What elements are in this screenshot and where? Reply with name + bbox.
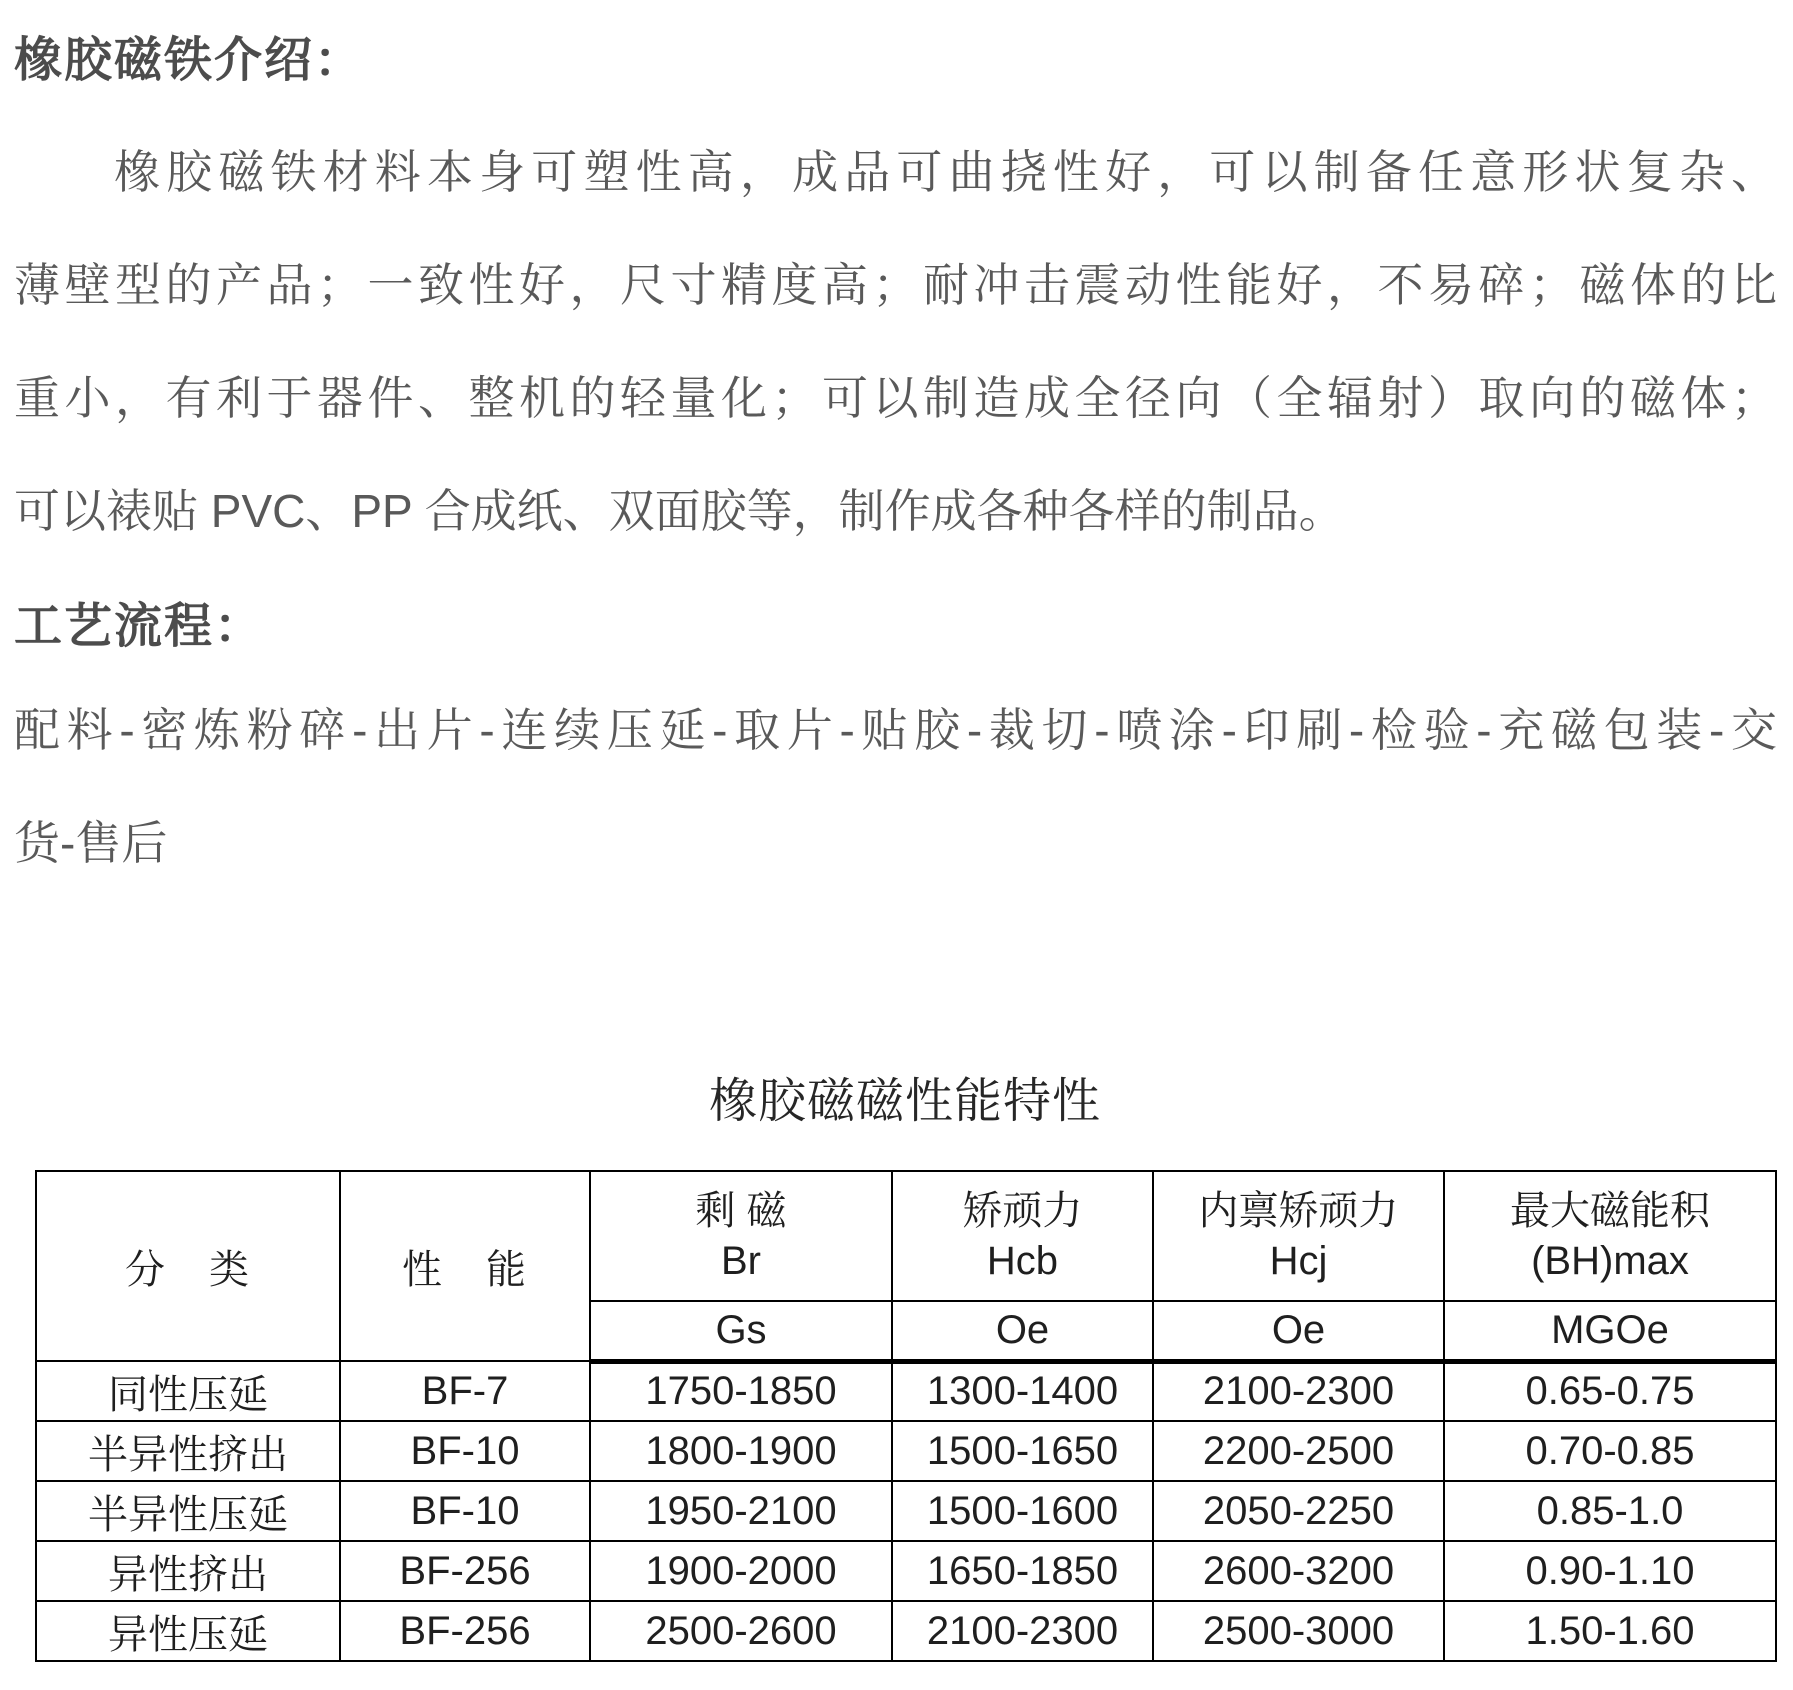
table-row <box>36 1601 1776 1661</box>
unit-bhmax-cell: MGOe <box>1444 1301 1776 1361</box>
table-row <box>36 1481 1776 1541</box>
intro-line: 可以裱贴 PVC、PP 合成纸、双面胶等，制作成各种各样的制品。 <box>14 485 1345 537</box>
br-cell: 1950-2100 <box>590 1481 892 1541</box>
process-paragraph <box>14 674 1777 900</box>
bhmax-cell: 0.85-1.0 <box>1444 1481 1776 1541</box>
hcb-cell: 2100-2300 <box>892 1601 1153 1661</box>
intro-line: 重小，有利于器件、整机的轻量化；可以制造成全径向（全辐射）取向的磁体； <box>14 372 1777 424</box>
category-cell: 半异性挤出 <box>36 1421 340 1481</box>
process-heading: 工艺流程： <box>14 600 265 653</box>
hcj-cell: 2100-2300 <box>1153 1361 1444 1421</box>
hcb-cell: 1500-1650 <box>892 1421 1153 1481</box>
br-cell: 1900-2000 <box>590 1541 892 1601</box>
table-row <box>36 1421 1776 1481</box>
table-title: 橡胶磁磁性能特性 <box>708 1075 1101 1128</box>
bhmax-cell: 0.65-0.75 <box>1444 1361 1776 1421</box>
br-cell: 1750-1850 <box>590 1361 892 1421</box>
header-hcj-name: 内禀矫顽力 <box>1198 1189 1399 1233</box>
hcj-cell: 2050-2250 <box>1153 1481 1444 1541</box>
hcb-cell: 1300-1400 <box>892 1361 1153 1421</box>
header-bhmax-cell <box>1444 1171 1776 1301</box>
bhmax-cell: 0.90-1.10 <box>1444 1541 1776 1601</box>
grade-cell: BF-256 <box>340 1541 590 1601</box>
header-br-cell <box>590 1171 892 1301</box>
hcb-cell: 1650-1850 <box>892 1541 1153 1601</box>
hcj-cell: 2200-2500 <box>1153 1421 1444 1481</box>
category-cell: 同性压延 <box>36 1361 340 1421</box>
header-br-symbol: Br <box>721 1239 761 1283</box>
magnet-properties-table <box>35 1170 1777 1662</box>
table-row <box>36 1541 1776 1601</box>
intro-line: 薄壁型的产品；一致性好，尺寸精度高；耐冲击震动性能好，不易碎；磁体的比 <box>14 259 1777 311</box>
hcj-cell: 2500-3000 <box>1153 1601 1444 1661</box>
grade-cell: BF-256 <box>340 1601 590 1661</box>
br-cell: 2500-2600 <box>590 1601 892 1661</box>
category-cell: 半异性压延 <box>36 1481 340 1541</box>
unit-hcj-cell: Oe <box>1153 1301 1444 1361</box>
hcj-cell: 2600-3200 <box>1153 1541 1444 1601</box>
intro-heading: 橡胶磁铁介绍： <box>14 34 365 87</box>
unit-br-cell: Gs <box>590 1301 892 1361</box>
header-hcb-cell <box>892 1171 1153 1301</box>
grade-cell: BF-10 <box>340 1481 590 1541</box>
header-br-name: 剩 磁 <box>695 1189 787 1233</box>
table-row <box>36 1361 1776 1421</box>
unit-hcb-cell: Oe <box>892 1301 1153 1361</box>
category-cell: 异性挤出 <box>36 1541 340 1601</box>
header-bhmax-name: 最大磁能积 <box>1510 1189 1710 1233</box>
bhmax-cell: 1.50-1.60 <box>1444 1601 1776 1661</box>
header-hcj-symbol: Hcj <box>1269 1239 1328 1283</box>
br-cell: 1800-1900 <box>590 1421 892 1481</box>
intro-paragraph <box>14 116 1777 568</box>
grade-cell: BF-10 <box>340 1421 590 1481</box>
hcb-cell: 1500-1600 <box>892 1481 1153 1541</box>
table-header-row <box>36 1171 1776 1301</box>
grade-cell: BF-7 <box>340 1361 590 1421</box>
header-hcj-cell <box>1153 1171 1444 1301</box>
category-cell: 异性压延 <box>36 1601 340 1661</box>
header-hcb-symbol: Hcb <box>986 1239 1059 1283</box>
bhmax-cell: 0.70-0.85 <box>1444 1421 1776 1481</box>
process-line: 配料-密炼粉碎-出片-连续压延-取片-贴胶-裁切-喷涂-印刷-检验-充磁包装-交 <box>14 704 1777 756</box>
process-line: 货-售后 <box>14 817 168 869</box>
intro-line: 橡胶磁铁材料本身可塑性高，成品可曲挠性好，可以制备任意形状复杂、 <box>114 146 1777 198</box>
header-performance-cell: 性 能 <box>340 1171 590 1361</box>
header-category-cell: 分 类 <box>36 1171 340 1361</box>
header-bhmax-symbol: (BH)max <box>1531 1239 1689 1283</box>
header-hcb-name: 矫顽力 <box>962 1189 1083 1233</box>
